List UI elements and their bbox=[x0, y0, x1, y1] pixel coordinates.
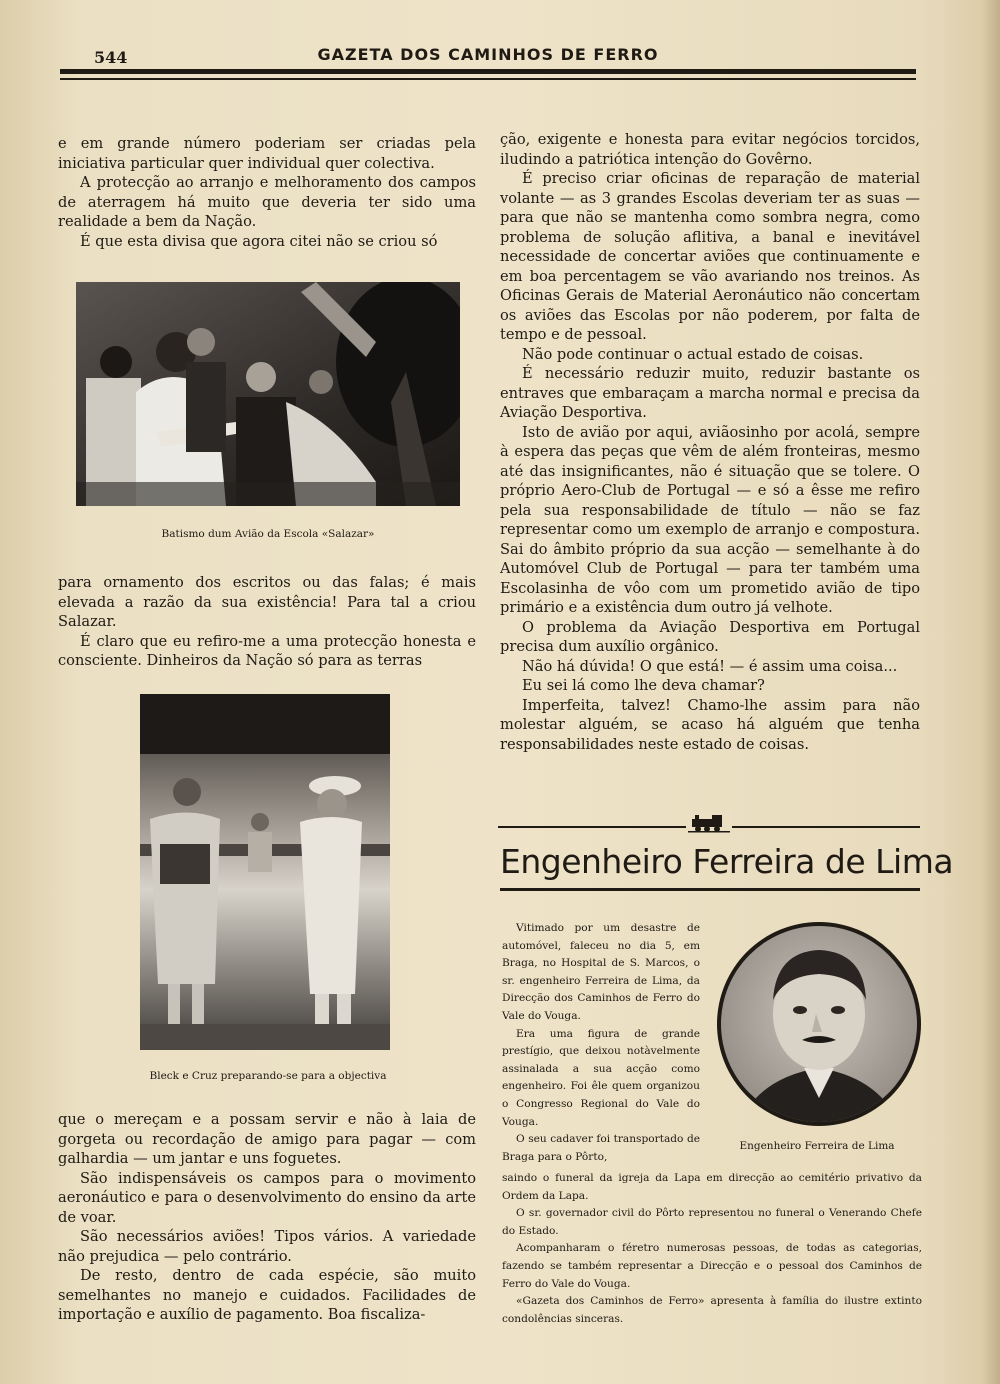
paragraph: Eu sei lá como lhe deva chamar? bbox=[522, 677, 765, 694]
paragraph: ção, exigente e honesta para evitar negócios torcidos, iludindo a patriótica intenção do Govêrno. bbox=[500, 131, 920, 168]
left-column-top bbox=[58, 134, 476, 251]
paragraph: O sr. governador civil do Pôrto representou no funeral o Venerando Chefe do Estado. bbox=[502, 1207, 922, 1237]
photo-aviators bbox=[140, 694, 390, 1050]
paragraph: saindo o funeral da igreja da Lapa em direcção ao cemitério privativo da Ordem da Lapa. bbox=[502, 1172, 922, 1202]
paragraph: É claro que eu refiro-me a uma protecção honesta e consciente. Dinheiros da Nação só para as terras bbox=[58, 632, 476, 669]
paragraph: Não pode continuar o actual estado de coisas. bbox=[522, 345, 864, 363]
paragraph: São indispensáveis os campos para o movimento aeronáutico e para o desenvolvimento do ensino da arte de voar. bbox=[58, 1169, 476, 1226]
obituary-wide-text bbox=[502, 1170, 922, 1328]
left-column-middle bbox=[58, 573, 476, 671]
paragraph: Isto de avião por aqui, aviãosinho por acolá, sempre à espera das peças que vêm de além fronteiras, mesmo até das insignificantes, não é situação que se tolere. O próprio Aero-Club de Portugal — e só a êsse me refiro pela sua responsabilidade de título — não se faz representar como um exemplo de arranjo e compostura. Sai do âmbito próprio da sua acção — semelhante à do Automóvel Club de Portugal — para ter também uma Escolasinha de vôo com um prometido avião de tipo primário e a existência dum outro já velhote. bbox=[500, 423, 920, 616]
obituary-title: Engenheiro Ferreira de Lima bbox=[500, 842, 954, 881]
photo-airplane-christening bbox=[76, 282, 460, 506]
paragraph: O seu cadaver foi transportado de Braga para o Pôrto, bbox=[502, 1133, 700, 1163]
paragraph: É que esta divisa que agora citei não se criou só bbox=[80, 232, 438, 250]
page-header bbox=[60, 40, 916, 90]
paragraph: Acompanharam o féretro numerosas pessoas, de todas as categorias, fazendo se também representar a Direcção e o pessoal dos Caminhos de Ferro do Vale do Vouga. bbox=[502, 1242, 922, 1290]
paragraph: A protecção ao arranjo e melhoramento dos campos de aterragem há muito que deveria ter sido uma realidade a bem da Nação. bbox=[58, 174, 476, 230]
obituary-title-rule bbox=[500, 888, 920, 891]
right-column bbox=[500, 130, 920, 754]
header-rule-thick bbox=[60, 69, 916, 74]
paragraph: Vitimado por um desastre de automóvel, faleceu no dia 5, em Braga, no Hospital de S. Marcos, o sr. engenheiro Ferreira de Lima, da Direcção dos Caminhos de Ferro do Vale do Vouga. bbox=[502, 922, 700, 1022]
paragraph: que o mereçam e a possam servir e não à laia de gorgeta ou recordação de amigo para pagar — com galhardia — um jantar e uns foguetes. bbox=[58, 1111, 476, 1167]
page-edge-shadow bbox=[982, 0, 1000, 1384]
portrait-caption: Engenheiro Ferreira de Lima bbox=[739, 1140, 895, 1152]
paragraph: De resto, dentro de cada espécie, são muito semelhantes no manejo e cuidados. Facilidades de importação e auxílio de pagamento. Boa fiscaliza- bbox=[58, 1267, 476, 1323]
obituary-column bbox=[502, 920, 700, 1166]
page-number: 544 bbox=[94, 48, 128, 67]
paragraph: Era uma figura de grande prestígio, que deixou notàvelmente assinalada a sua acção como engenheiro. Foi êle quem organizou o Congresso Regional do Vale do Vouga. bbox=[502, 1027, 700, 1128]
paragraph: Imperfeita, talvez! Chamo-lhe assim para não molestar alguém, se acaso há alguém que tenha responsabilidades neste estado de coisas. bbox=[500, 696, 920, 753]
paragraph: O problema da Aviação Desportiva em Portugal precisa dum auxílio orgânico. bbox=[500, 618, 920, 655]
paragraph: É preciso criar oficinas de reparação de material volante — as 3 grandes Escolas deveriam ter as suas — para que não se mantenha como sombra negra, como problema de solução aflitiva, a banal e inevitável necessidade de concertar aviões que continuamente e em boa percentagem se vão avariando nos treinos. As Oficinas Gerais de Material Aeronáutico não concertam os aviões das Escolas por não poderem, por falta de tempo e de pessoal. bbox=[500, 170, 920, 343]
paragraph: e em grande número poderiam ser criadas pela iniciativa particular quer individual quer colectiva. bbox=[58, 135, 476, 172]
photo-caption: Bleck e Cruz preparando-se para a objectiva bbox=[149, 1070, 387, 1082]
portrait-photo bbox=[716, 918, 922, 1130]
paragraph: «Gazeta dos Caminhos de Ferro» apresenta à família do ilustre extinto condolências sinceras. bbox=[502, 1295, 922, 1325]
locomotive-icon bbox=[686, 812, 732, 834]
left-column-bottom bbox=[58, 1110, 476, 1325]
paragraph: São necessários aviões! Tipos vários. A variedade não prejudica — pelo contrário. bbox=[58, 1228, 476, 1265]
paragraph: para ornamento dos escritos ou das falas; é mais elevada a razão da sua existência! Para tal a criou Salazar. bbox=[58, 574, 476, 630]
paragraph: Não há dúvida! O que está! — é assim uma coisa... bbox=[522, 657, 898, 675]
photo-caption: Batismo dum Avião da Escola «Salazar» bbox=[161, 528, 375, 540]
publication-title: GAZETA DOS CAMINHOS DE FERRO bbox=[317, 45, 659, 64]
header-rule-thin bbox=[60, 78, 916, 80]
paragraph: É necessário reduzir muito, reduzir bastante os entraves que embaraçam a marcha normal e precisa da Aviação Desportiva. bbox=[500, 365, 920, 421]
